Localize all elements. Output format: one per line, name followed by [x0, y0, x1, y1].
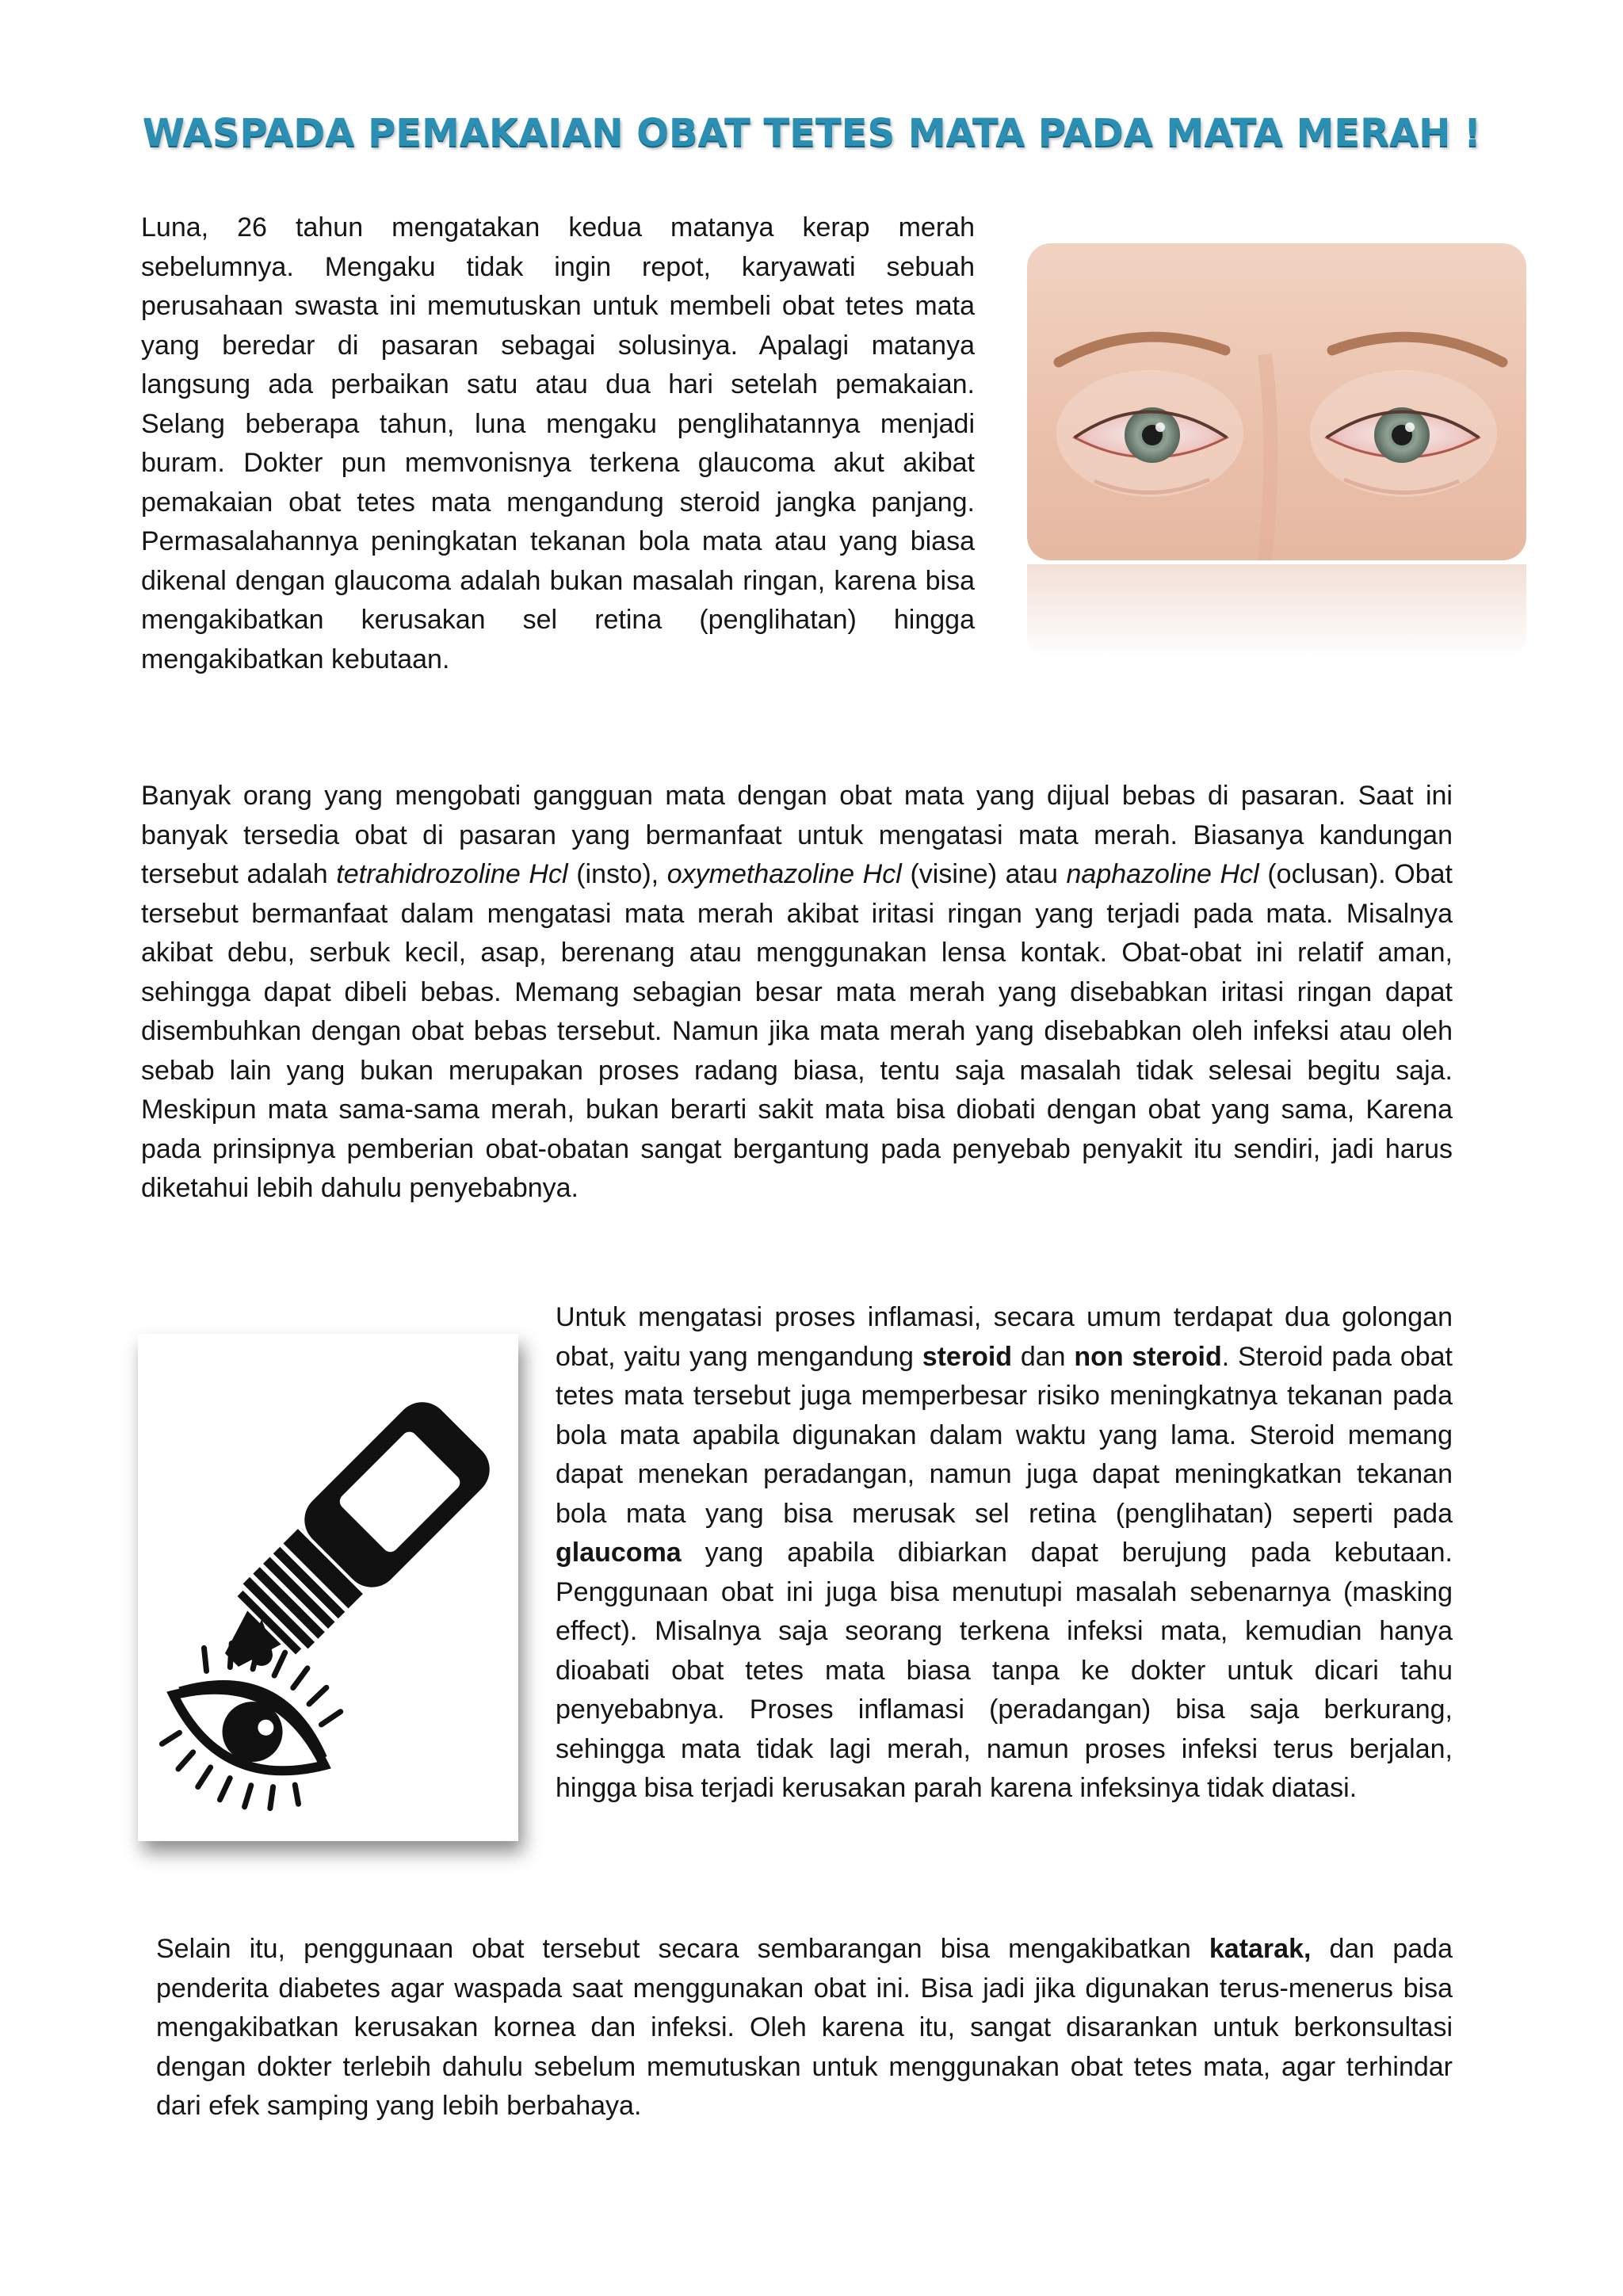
intro-paragraph: Luna, 26 tahun mengatakan kedua matanya kerap merah sebelumnya. Mengaku tidak ingin repot, karyawati sebuah perusahaan swasta ini memutuskan untuk membeli obat tetes mata yang beredar di pasaran sebagai solusinya. Apalagi matanya langsung ada perbaikan satu atau dua hari setelah pemakaian. Selang beberapa tahun, luna mengaku penglihatannya menjadi buram. Dokter pun memvonisnya terkena glaucoma akut akibat pemakaian obat tetes mata mengandung steroid jangka panjang. Permasalahannya peningkatan tekanan bola mata atau yang biasa dikenal dengan glaucoma adalah bukan masalah ringan, karena bisa mengakibatkan kerusakan sel retina (penglihatan) hingga mengakibatkan kebutaan.	[141, 212, 975, 674]
keyword: katarak,	[1209, 1934, 1312, 1964]
body-paragraph-steroid: Untuk mengatasi proses inflamasi, secara umum terdapat dua golongan obat, yaitu yang mengandung steroid dan non steroid. Steroid pada obat tetes mata tersebut juga memperbesar risiko meningkatnya tekanan pada bola mata apabila digunakan dalam waktu yang lama. Steroid memang dapat menekan peradangan, namun juga dapat meningkatkan tekanan bola mata yang bisa merusak sel retina (penglihatan) seperti pada glaucoma yang apabila dibiarkan dapat berujung pada kebutaan. Penggunaan obat ini juga bisa menutupi masalah sebenarnya (masking effect). Misalnya saja seorang terkena infeksi mata, kemudian hanya dioabati obat tetes mata biasa tanpa ke dokter untuk dicari tahu penyebabnya. Proses inflamasi (peradangan) bisa saja berkurang, sehingga mata tidak lagi merah, namun proses infeksi terus berjalan, hingga bisa terjadi kerusakan parah karena infeksinya tidak diatasi.	[556, 1302, 1453, 1803]
keyword: non steroid	[1074, 1341, 1222, 1372]
drug-name: oxymethazoline Hcl	[666, 859, 902, 889]
drug-name: tetrahidrozoline Hcl	[336, 859, 568, 889]
keyword: glaucoma	[556, 1538, 682, 1568]
eye-drop-illustration	[138, 1334, 518, 1841]
drug-name: naphazoline Hcl	[1066, 859, 1259, 889]
body-paragraph-medicines: Banyak orang yang mengobati gangguan mata dengan obat mata yang dijual bebas di pasaran. Saat ini banyak tersedia obat di pasaran yang bermanfaat untuk mengatasi mata merah. Biasanya kandungan tersebut adalah tetrahidrozoline Hcl (insto), oxymethazoline Hcl (visine) atau naphazoline Hcl (oclusan). Obat tersebut bermanfaat dalam mengatasi mata merah akibat iritasi ringan yang terjadi pada mata. Misalnya akibat debu, serbuk kecil, asap, berenang atau menggunakan lensa kontak. Obat-obat ini relatif aman, sehingga dapat dibeli bebas. Memang sebagian besar mata merah yang disebabkan iritasi ringan dapat disembuhkan dengan obat bebas tersebut. Namun jika mata merah yang disebabkan oleh infeksi atau oleh sebab lain yang bukan merupakan proses radang biasa, tentu saja masalah tidak selesai begitu saja. Meskipun mata sama-sama merah, bukan berarti sakit mata bisa diobati dengan obat yang sama, Karena pada prinsipnya pemberian obat-obatan sangat bergantung pada penyebab penyakit itu sendiri, jadi harus diketahui lebih dahulu penyebabnya.	[141, 781, 1453, 1203]
red-eyes-photo	[1027, 243, 1526, 560]
article-title: WASPADA PEMAKAIAN OBAT TETES MATA PADA MATA MERAH !	[143, 111, 1482, 155]
eye-drop-icon	[138, 1334, 518, 1841]
keyword: steroid	[922, 1341, 1013, 1372]
closing-paragraph: Selain itu, penggunaan obat tersebut secara sembarangan bisa mengakibatkan katarak, dan pada penderita diabetes agar waspada saat menggunakan obat ini. Bisa jadi jika digunakan terus-menerus bisa mengakibatkan kerusakan kornea dan infeksi. Oleh karena itu, sangat disarankan untuk berkonsultasi dengan dokter terlebih dahulu sebelum memutuskan untuk menggunakan obat tetes mata, agar terhindar dari efek samping yang lebih berbahaya.	[156, 1934, 1453, 2121]
photo-reflection	[1027, 564, 1526, 659]
